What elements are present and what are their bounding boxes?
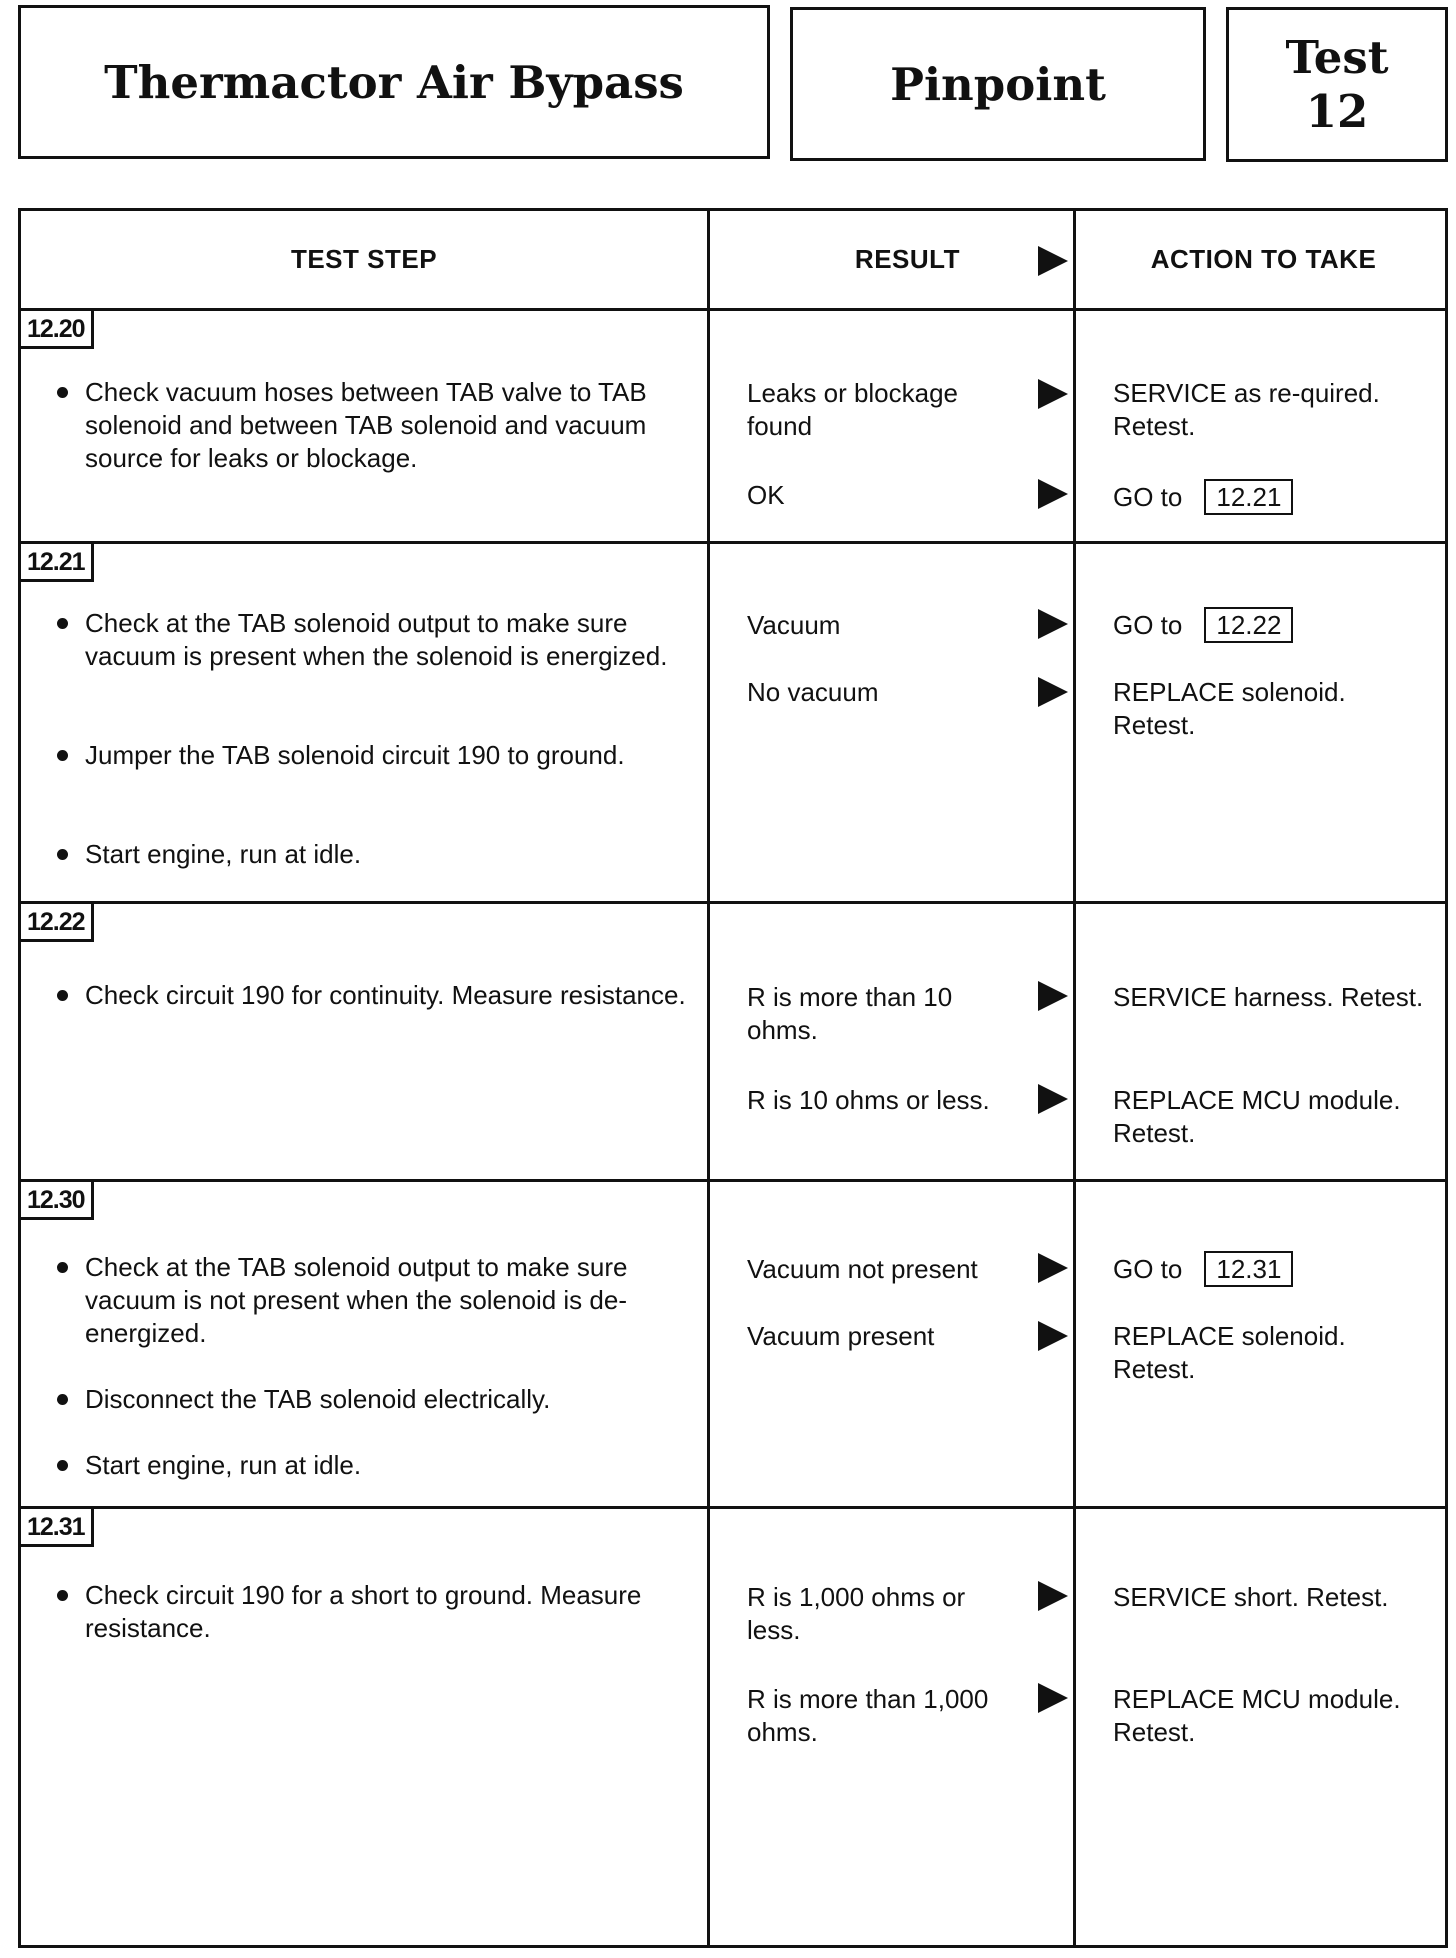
arrow-icon: [1038, 1683, 1068, 1713]
step-number: 12.31: [21, 1509, 94, 1547]
arrow-icon: [1038, 379, 1068, 409]
action-text: GO to: [1113, 1254, 1183, 1284]
result-text: R is 1,000 ohms or less.: [747, 1582, 966, 1645]
step-reference: 12.31: [1204, 1251, 1293, 1287]
result-text: Vacuum: [747, 610, 841, 640]
step-bullet: Disconnect the TAB solenoid electrically.: [51, 1383, 705, 1416]
action-goto: [1113, 1251, 1433, 1287]
test-table: [18, 208, 1448, 1948]
result-text: R is more than 10 ohms.: [747, 982, 953, 1045]
step-bullet: Check vacuum hoses between TAB valve to TAB solenoid and between TAB solenoid and vacuum source for leaks or blockage.: [51, 376, 705, 475]
arrow-icon: [1038, 1321, 1068, 1351]
header-test-step: TEST STEP: [290, 244, 438, 274]
step-bullet: Jumper the TAB solenoid circuit 190 to ground.: [51, 739, 705, 772]
arrow-icon: [1038, 1084, 1068, 1114]
step-number: 12.20: [21, 311, 94, 349]
result-text: R is 10 ohms or less.: [747, 1085, 990, 1115]
row-divider: [21, 1179, 1445, 1182]
step-reference: 12.21: [1204, 479, 1293, 515]
result-text: Vacuum present: [747, 1321, 935, 1351]
arrow-icon: [1038, 981, 1068, 1011]
column-divider: [707, 211, 710, 1945]
page-title: Thermactor Air Bypass: [104, 55, 684, 109]
action-goto: [1113, 479, 1433, 515]
test-label: Test: [1285, 30, 1389, 84]
header-result: RESULT: [854, 244, 960, 274]
arrow-icon: [1038, 609, 1068, 639]
action-text: SERVICE as re-quired. Retest.: [1113, 378, 1380, 441]
step-number: 12.21: [21, 544, 94, 582]
action-text: SERVICE short. Retest.: [1113, 1582, 1389, 1612]
arrow-icon: [1038, 677, 1068, 707]
column-divider: [1073, 211, 1076, 1945]
arrow-icon: [1038, 479, 1068, 509]
step-number: 12.22: [21, 904, 94, 942]
action-text: REPLACE solenoid. Retest.: [1113, 1321, 1346, 1384]
row-divider: [21, 901, 1445, 904]
row-divider: [21, 541, 1445, 544]
section-box: [790, 7, 1206, 161]
result-text: No vacuum: [747, 677, 879, 707]
arrow-icon: [1038, 1253, 1068, 1283]
test-box: [1226, 7, 1448, 162]
test-number: 12: [1305, 84, 1369, 138]
result-text: R is more than 1,000 ohms.: [747, 1684, 989, 1747]
action-text: REPLACE MCU module. Retest.: [1113, 1085, 1401, 1148]
section-label: Pinpoint: [890, 57, 1106, 111]
arrow-icon: [1038, 1581, 1068, 1611]
result-text: Leaks or blockage found: [747, 378, 959, 441]
step-reference: 12.22: [1204, 607, 1293, 643]
step-bullet: Check at the TAB solenoid output to make sure vacuum is not present when the solenoid is de-energized.: [51, 1251, 705, 1350]
row-divider: [21, 1506, 1445, 1509]
action-text: REPLACE solenoid. Retest.: [1113, 677, 1346, 740]
step-bullet: Start engine, run at idle.: [51, 838, 705, 871]
action-text: GO to: [1113, 610, 1183, 640]
action-goto: [1113, 607, 1433, 643]
row-divider: [21, 308, 1445, 311]
step-bullet: Check at the TAB solenoid output to make sure vacuum is present when the solenoid is energized.: [51, 607, 705, 673]
step-bullet: Check circuit 190 for continuity. Measure resistance.: [51, 979, 705, 1012]
result-text: Vacuum not present: [747, 1254, 978, 1284]
result-text: OK: [747, 480, 785, 510]
action-text: SERVICE harness. Retest.: [1113, 982, 1424, 1012]
step-number: 12.30: [21, 1182, 94, 1220]
action-text: GO to: [1113, 482, 1183, 512]
step-bullet: Start engine, run at idle.: [51, 1449, 705, 1482]
arrow-icon: [1038, 246, 1068, 276]
header-action: ACTION TO TAKE: [1150, 244, 1377, 274]
action-text: REPLACE MCU module. Retest.: [1113, 1684, 1401, 1747]
title-box: [18, 5, 770, 159]
step-bullet: Check circuit 190 for a short to ground. Measure resistance.: [51, 1579, 705, 1645]
